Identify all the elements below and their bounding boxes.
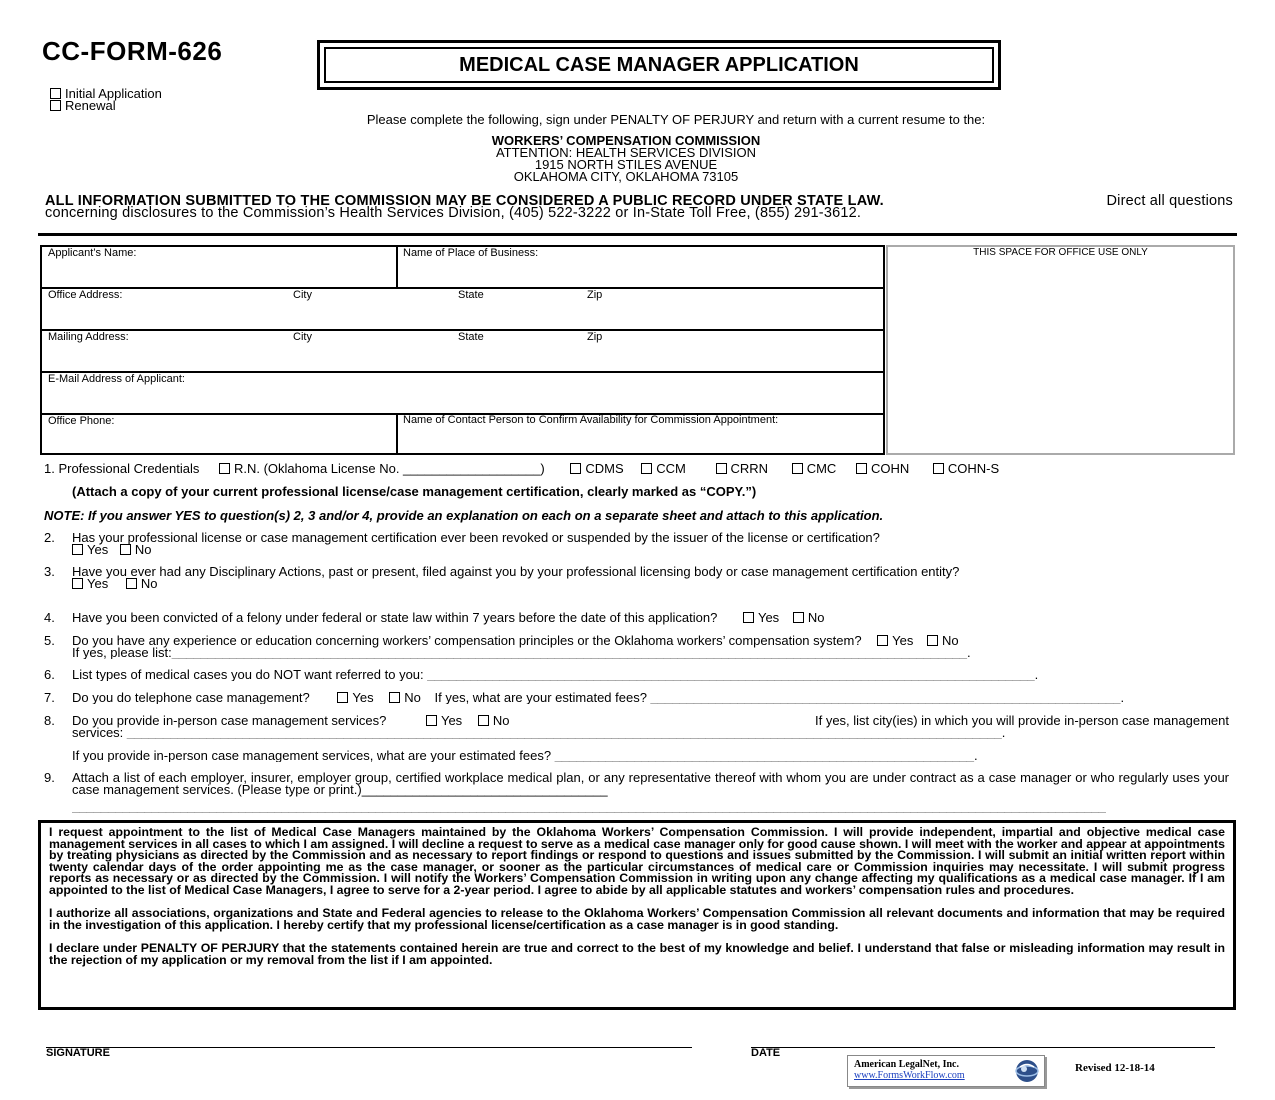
cred-cmc[interactable]: CMC: [792, 461, 837, 476]
email-field[interactable]: E-Mail Address of Applicant:: [48, 373, 185, 385]
q3-yes[interactable]: Yes: [72, 576, 108, 591]
date-label: DATE: [751, 1047, 781, 1059]
applicant-name-field[interactable]: Applicant’s Name:: [48, 247, 137, 259]
logo-url: www.FormsWorkFlow.com: [854, 1070, 965, 1081]
rn-option[interactable]: R.N. (Oklahoma License No. ___________________): [219, 461, 545, 476]
mailing-zip-field[interactable]: Zip: [587, 331, 603, 343]
checkbox[interactable]: [219, 463, 230, 474]
question-1: [44, 463, 999, 475]
address-attn: ATTENTION: HEALTH SERVICES DIVISION: [495, 145, 757, 160]
checkbox[interactable]: [50, 100, 61, 111]
q8-yes[interactable]: Yes: [426, 713, 462, 728]
question-5-number: 5.: [44, 633, 55, 648]
cred-cohn-s[interactable]: COHN-S: [933, 461, 999, 476]
mailing-address-field[interactable]: Mailing Address:: [48, 331, 129, 343]
row-email: [42, 373, 883, 415]
office-address-field[interactable]: Office Address:: [48, 289, 123, 301]
applicant-info-grid: [40, 245, 885, 455]
q7-yes[interactable]: Yes: [337, 692, 373, 704]
application-type: [50, 88, 162, 112]
office-use-label: THIS SPACE FOR OFFICE USE ONLY: [973, 247, 1148, 258]
question-5: [72, 635, 1232, 659]
address-street: 1915 NORTH STILES AVENUE: [534, 157, 718, 172]
q9-line[interactable]: _______________________________________________________________________________________________________________________________________________: [72, 801, 1106, 813]
mailing-address-block: [318, 135, 934, 183]
contact-person-field[interactable]: Name of Contact Person to Confirm Availability for Commission Appointment:: [403, 414, 779, 426]
q4-text: Have you been convicted of a felony under federal or state law within 7 years before the date of this application?: [72, 610, 718, 625]
question-8-number: 8.: [44, 713, 55, 728]
cred-crrn[interactable]: CRRN: [716, 461, 769, 476]
notice-rest-1: Direct all questions: [1106, 193, 1233, 209]
public-record-notice: [45, 195, 1233, 219]
q2-yes[interactable]: Yes: [72, 542, 108, 557]
q8-cities-label: If yes, list city(ies) in which you will provide in-person case management: [814, 713, 1229, 728]
q5-list-line[interactable]: If yes, please list:______________________________________________________________________________________________________________.: [72, 647, 971, 660]
q8-no[interactable]: No: [478, 713, 510, 728]
signature-line[interactable]: [46, 1047, 692, 1048]
notice-rest-2: concerning disclosures to the Commission’s Health Services Division, (405) 522-3222 or In-State Toll Free, (855) 291-3612.: [45, 205, 862, 221]
declaration-paragraph-2: I authorize all associations, organizations and State and Federal agencies to release to the Oklahoma Workers’ Compensation Commission all relevant documents and information that may be required in the investigation of this application. I hereby certify that my professional license/certification as a case manager is in good standing.: [49, 906, 1225, 932]
q5-yes[interactable]: Yes: [877, 633, 913, 648]
q7-no[interactable]: No: [389, 692, 421, 704]
page-title: MEDICAL CASE MANAGER APPLICATION: [324, 47, 994, 83]
question-3-number: 3.: [44, 564, 55, 579]
declaration-box: [38, 820, 1236, 1010]
question-7: [72, 692, 1227, 704]
question-8: [72, 715, 1229, 762]
signature-label: SIGNATURE: [46, 1047, 110, 1059]
q9-text[interactable]: Attach a list of each employer, insurer, employer group, certified workplace medical plan, or any representative thereof with whom you are under contract as a case manager or who regularly uses your case management services. (Please type or print.)__________________________________: [72, 770, 1229, 797]
q4-no[interactable]: No: [793, 610, 825, 625]
checkbox[interactable]: [50, 88, 61, 99]
q3-text: Have you ever had any Disciplinary Actions, past or present, filed against you by your professional licensing body or case management certification entity?: [72, 564, 960, 579]
q8-cities-line[interactable]: services: _________________________________________________________________________________________________________________________.: [72, 727, 1006, 740]
address-org: WORKERS’ COMPENSATION COMMISSION: [491, 133, 761, 148]
mailing-state-field[interactable]: State: [458, 331, 484, 343]
declaration-paragraph-1: I request appointment to the list of Medical Case Managers maintained by the Oklahoma Workers’ Compensation Commission. I will provide independent, impartial and objective medical case management services in all cases to which I am assigned. I will decline a request to serve as a medical case manager only for good cause shown. I will meet with the worker and appear at appointments by treating physicians as directed by the Commission and as necessary to report findings or respond to questions and issues submitted by the Commission. I will submit an initial written report within twenty calendar days of the order appointing me as the case manager, or sooner as the particular circumstances of medical care or Commission inquiries may necessitate. I will submit progress reports as necessary or as directed by the Commission. I will notify the Workers’ Compensation Commission in writing upon any change affecting my qualifications as a medical case manager. If I am appointed to the list of Medical Case Managers, I agree to serve for a 2-year period. I agree to abide by all applicable statutes and workers’ compensation rules and procedures.: [49, 825, 1225, 897]
q3-no[interactable]: No: [126, 576, 158, 591]
question-9-number: 9.: [44, 770, 55, 785]
office-use-box: [886, 245, 1235, 455]
q7-text: Do you do telephone case management?: [72, 692, 310, 705]
question-7-number: 7.: [44, 690, 55, 705]
office-phone-field[interactable]: Office Phone:: [48, 415, 115, 427]
question-3: [72, 566, 1229, 590]
q8-fees-line[interactable]: If you provide in-person case management services, what are your estimated fees? __________________________________________________________.: [72, 750, 978, 763]
revised-date: Revised 12-18-14: [1075, 1062, 1155, 1074]
form-id: CC-FORM-626: [42, 36, 223, 66]
office-city-field[interactable]: City: [293, 289, 312, 301]
title-box: [317, 40, 1001, 90]
question-2-number: 2.: [44, 530, 55, 545]
question-6-number: 6.: [44, 667, 55, 682]
q7-fees[interactable]: If yes, what are your estimated fees? _________________________________________________________________.: [434, 692, 1125, 705]
q2-no[interactable]: No: [120, 542, 152, 557]
globe-icon: [1014, 1058, 1040, 1084]
question-9: [72, 772, 1229, 796]
cred-ccm[interactable]: CCM: [641, 461, 686, 476]
q1-label: 1. Professional Credentials: [44, 461, 200, 476]
address-city: OKLAHOMA CITY, OKLAHOMA 73105: [513, 169, 739, 184]
business-name-field[interactable]: Name of Place of Business:: [403, 247, 539, 259]
american-legalnet-logo: [847, 1055, 1045, 1087]
question-4: [72, 612, 824, 624]
date-line[interactable]: [751, 1047, 1215, 1048]
renewal-option[interactable]: Renewal: [50, 100, 162, 112]
office-zip-field[interactable]: Zip: [587, 289, 603, 301]
initial-application-option[interactable]: Initial Application: [50, 88, 162, 100]
question-6[interactable]: List types of medical cases you do NOT want referred to you: ____________________________________________________________________________________.: [72, 669, 1039, 681]
q2-text: Has your professional license or case management certification ever been revoked or suspended by the issuer of the license or certification?: [72, 530, 880, 545]
q5-no[interactable]: No: [927, 633, 959, 648]
cred-cdms[interactable]: CDMS: [570, 461, 623, 476]
attach-note: (Attach a copy of your current professional license/case management certification, clearly marked as “COPY.”): [72, 484, 757, 499]
row-phone: [42, 415, 883, 455]
row-office-address: [42, 289, 883, 331]
question-4-number: 4.: [44, 610, 55, 625]
divider: [38, 233, 1237, 236]
notice-bold: ALL INFORMATION SUBMITTED TO THE COMMISSION MAY BE CONSIDERED A PUBLIC RECORD UNDER STATE LAW.: [45, 193, 884, 209]
row-name: [42, 247, 883, 289]
q8-text: Do you provide in-person case management services?: [72, 713, 387, 728]
mailing-city-field[interactable]: City: [293, 331, 312, 343]
logo-name: American LegalNet, Inc.: [854, 1059, 959, 1070]
q4-yes[interactable]: Yes: [743, 610, 779, 625]
intro-text: Please complete the following, sign under PENALTY OF PERJURY and return with a current resume to the:: [366, 112, 986, 127]
q5-text: Do you have any experience or education concerning workers’ compensation principles or the Oklahoma workers’ compensation system?: [72, 633, 862, 648]
declaration-paragraph-3: I declare under PENALTY OF PERJURY that the statements contained herein are true and correct to the best of my knowledge and belief. I understand that false or misleading information may result in the rejection of my application or my removal from the list if I am appointed.: [49, 941, 1225, 967]
cred-cohn[interactable]: COHN: [856, 461, 909, 476]
yes-note: NOTE: If you answer YES to question(s) 2, 3 and/or 4, provide an explanation on each on a separate sheet and attach to this application.: [44, 508, 884, 523]
row-mailing-address: [42, 331, 883, 373]
question-2: [72, 532, 1232, 556]
office-state-field[interactable]: State: [458, 289, 484, 301]
